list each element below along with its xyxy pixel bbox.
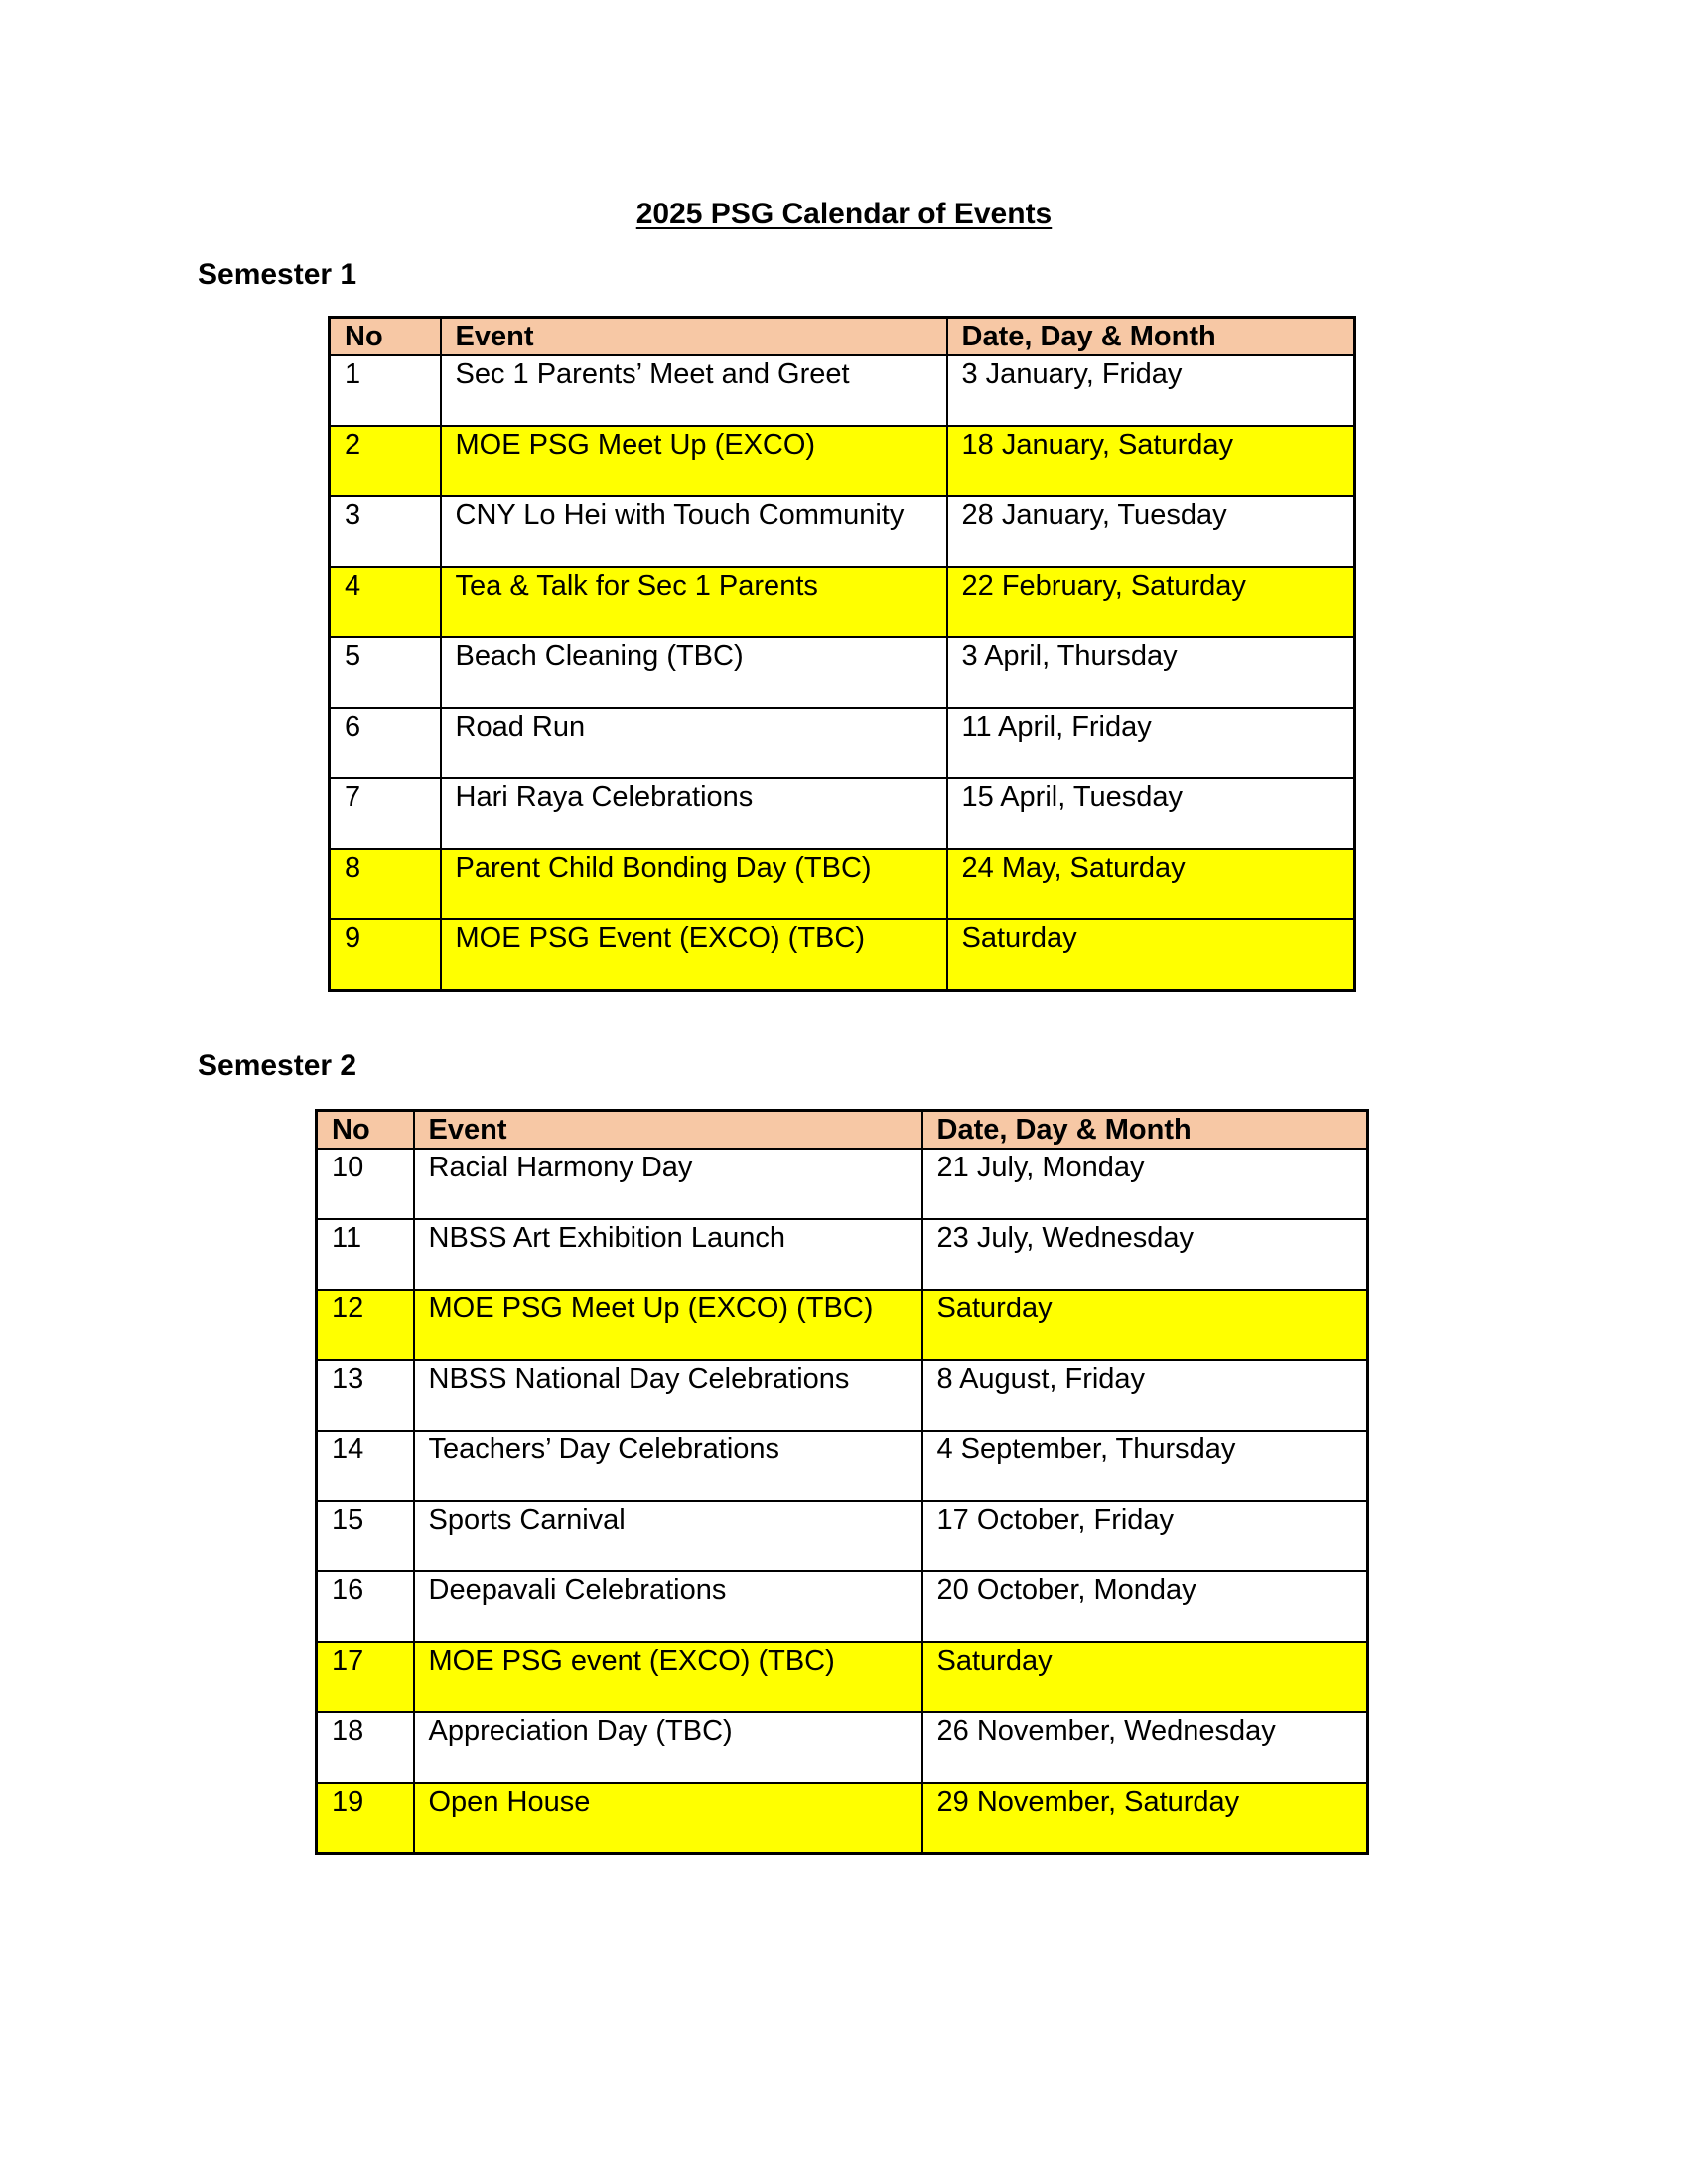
cell-date: 4 September, Thursday	[922, 1431, 1368, 1501]
semester-2-events-table	[315, 1109, 1369, 1855]
table-header-row	[317, 1111, 1368, 1150]
cell-event: Hari Raya Celebrations	[441, 778, 947, 849]
cell-event: Teachers’ Day Celebrations	[414, 1431, 922, 1501]
cell-event: Tea & Talk for Sec 1 Parents	[441, 567, 947, 637]
cell-no: 10	[317, 1149, 414, 1219]
table-row	[317, 1149, 1368, 1219]
table-row	[317, 1642, 1368, 1712]
table-row	[330, 567, 1355, 637]
cell-no: 9	[330, 919, 441, 991]
cell-event: Sec 1 Parents’ Meet and Greet	[441, 355, 947, 426]
table-row	[317, 1712, 1368, 1783]
cell-date: 8 August, Friday	[922, 1360, 1368, 1431]
cell-no: 5	[330, 637, 441, 708]
cell-event: MOE PSG Meet Up (EXCO) (TBC)	[414, 1290, 922, 1360]
cell-event: Sports Carnival	[414, 1501, 922, 1571]
table-row	[317, 1501, 1368, 1571]
cell-event: NBSS Art Exhibition Launch	[414, 1219, 922, 1290]
cell-no: 13	[317, 1360, 414, 1431]
semester-1-events-table	[328, 316, 1356, 992]
cell-event: NBSS National Day Celebrations	[414, 1360, 922, 1431]
cell-no: 2	[330, 426, 441, 496]
column-header-event: Event	[414, 1111, 922, 1150]
semester-2-heading: Semester 2	[198, 1049, 357, 1082]
table-row	[330, 919, 1355, 991]
cell-event: Open House	[414, 1783, 922, 1854]
cell-event: MOE PSG Event (EXCO) (TBC)	[441, 919, 947, 991]
cell-no: 14	[317, 1431, 414, 1501]
cell-event: Beach Cleaning (TBC)	[441, 637, 947, 708]
table-row	[317, 1360, 1368, 1431]
cell-date: 21 July, Monday	[922, 1149, 1368, 1219]
column-header-no: No	[317, 1111, 414, 1150]
column-header-date: Date, Day & Month	[947, 318, 1355, 356]
cell-event: MOE PSG event (EXCO) (TBC)	[414, 1642, 922, 1712]
cell-no: 4	[330, 567, 441, 637]
table-row	[330, 849, 1355, 919]
table-row	[317, 1783, 1368, 1854]
semester-1-rows	[330, 355, 1355, 991]
cell-date: 24 May, Saturday	[947, 849, 1355, 919]
table-row	[317, 1219, 1368, 1290]
table-row	[330, 778, 1355, 849]
cell-no: 12	[317, 1290, 414, 1360]
cell-no: 1	[330, 355, 441, 426]
cell-date: 26 November, Wednesday	[922, 1712, 1368, 1783]
table-row	[317, 1431, 1368, 1501]
cell-event: Racial Harmony Day	[414, 1149, 922, 1219]
cell-date: Saturday	[922, 1642, 1368, 1712]
cell-event: CNY Lo Hei with Touch Community	[441, 496, 947, 567]
table-row	[330, 355, 1355, 426]
cell-date: 11 April, Friday	[947, 708, 1355, 778]
cell-no: 15	[317, 1501, 414, 1571]
cell-no: 3	[330, 496, 441, 567]
semester-1-heading: Semester 1	[198, 258, 357, 291]
cell-date: 20 October, Monday	[922, 1571, 1368, 1642]
cell-date: 15 April, Tuesday	[947, 778, 1355, 849]
cell-event: Deepavali Celebrations	[414, 1571, 922, 1642]
cell-date: 22 February, Saturday	[947, 567, 1355, 637]
table-header-row	[330, 318, 1355, 356]
page-title: 2025 PSG Calendar of Events	[635, 198, 1053, 230]
cell-date: 17 October, Friday	[922, 1501, 1368, 1571]
cell-date: 29 November, Saturday	[922, 1783, 1368, 1854]
cell-event: Appreciation Day (TBC)	[414, 1712, 922, 1783]
cell-date: 3 April, Thursday	[947, 637, 1355, 708]
column-header-event: Event	[441, 318, 947, 356]
table-row	[330, 426, 1355, 496]
cell-no: 17	[317, 1642, 414, 1712]
table-row	[317, 1571, 1368, 1642]
column-header-date: Date, Day & Month	[922, 1111, 1368, 1150]
cell-date: 28 January, Tuesday	[947, 496, 1355, 567]
cell-date: Saturday	[947, 919, 1355, 991]
table-row	[330, 637, 1355, 708]
cell-no: 8	[330, 849, 441, 919]
semester-2-rows	[317, 1149, 1368, 1854]
cell-no: 18	[317, 1712, 414, 1783]
cell-no: 6	[330, 708, 441, 778]
table-row	[330, 708, 1355, 778]
cell-no: 16	[317, 1571, 414, 1642]
cell-event: Road Run	[441, 708, 947, 778]
table-row	[330, 496, 1355, 567]
cell-no: 11	[317, 1219, 414, 1290]
cell-no: 19	[317, 1783, 414, 1854]
cell-date: Saturday	[922, 1290, 1368, 1360]
cell-no: 7	[330, 778, 441, 849]
cell-date: 18 January, Saturday	[947, 426, 1355, 496]
column-header-no: No	[330, 318, 441, 356]
cell-date: 23 July, Wednesday	[922, 1219, 1368, 1290]
cell-event: MOE PSG Meet Up (EXCO)	[441, 426, 947, 496]
cell-date: 3 January, Friday	[947, 355, 1355, 426]
table-row	[317, 1290, 1368, 1360]
cell-event: Parent Child Bonding Day (TBC)	[441, 849, 947, 919]
